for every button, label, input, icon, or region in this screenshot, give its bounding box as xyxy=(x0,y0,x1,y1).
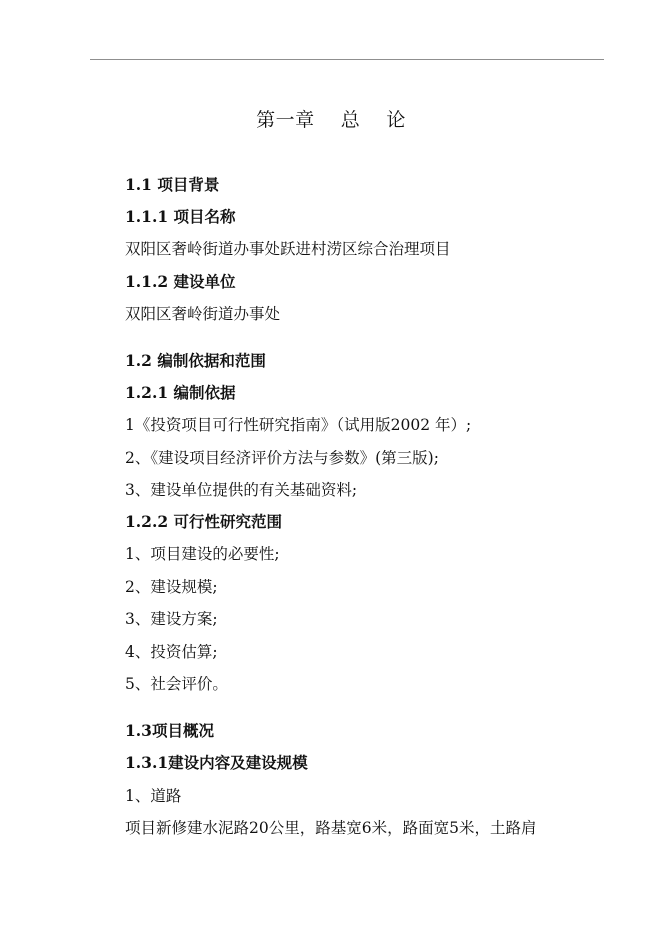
paragraph: 双阳区奢岭街道办事处跃进村涝区综合治理项目 xyxy=(125,240,451,258)
paragraph: 项目新修建水泥路20公里，路基宽6米，路面宽5米，土路肩 xyxy=(125,819,537,837)
paragraph: 双阳区奢岭街道办事处 xyxy=(125,305,281,323)
list-item: 4、投资估算; xyxy=(125,643,218,661)
list-item: 3、建设方案; xyxy=(125,610,218,628)
subsection-heading: 1.2.1 编制依据 xyxy=(125,383,236,402)
paragraph: 1、道路 xyxy=(125,787,182,805)
subsection-heading: 1.3.1建设内容及建设规模 xyxy=(125,753,308,772)
list-item: 3、建设单位提供的有关基础资料; xyxy=(125,481,358,499)
list-item: 5、社会评价。 xyxy=(125,675,228,693)
list-item: 2、《建设项目经济评价方法与参数》(第三版); xyxy=(125,449,439,467)
section-heading: 1.2 编制依据和范围 xyxy=(125,351,266,370)
subsection-heading: 1.1.2 建设单位 xyxy=(125,272,236,291)
header-rule xyxy=(90,59,604,60)
section-heading: 1.1 项目背景 xyxy=(125,175,220,194)
chapter-title: 第一章 总 论 xyxy=(256,109,406,131)
list-item: 1《投资项目可行性研究指南》（试用版2002 年）; xyxy=(125,416,472,434)
list-item: 2、建设规模; xyxy=(125,578,218,596)
subsection-heading: 1.1.1 项目名称 xyxy=(125,207,236,226)
subsection-heading: 1.2.2 可行性研究范围 xyxy=(125,512,283,531)
section-heading: 1.3项目概况 xyxy=(125,721,214,740)
list-item: 1、项目建设的必要性; xyxy=(125,545,280,563)
